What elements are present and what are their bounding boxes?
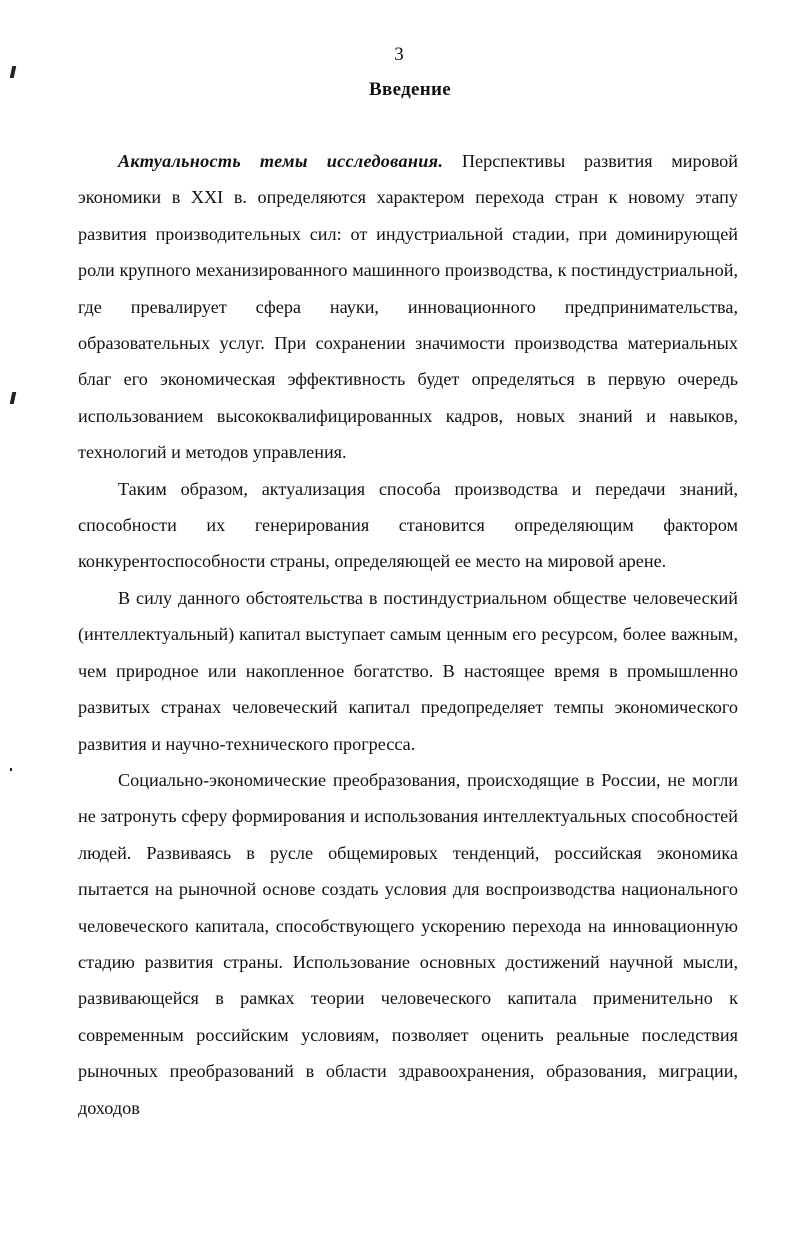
section-heading: Введение: [369, 79, 451, 100]
page-number: 3: [394, 44, 404, 65]
paragraph-lead: Актуальность темы исследования.: [118, 151, 444, 171]
scan-artifact-mark: [10, 392, 17, 404]
paragraph-text: В силу данного обстоятельства в постиндустриальном обществе человеческий (интеллектуальный) капитал выступает самым ценным его ресурсом, более важным, чем природное или накопленное богатство. В настоящее время в промышленно развитых странах человеческий капитал предопределяет темпы экономического развития и научно-технического прогресса.: [78, 587, 738, 754]
paragraph: [78, 143, 738, 471]
scan-artifact-mark: [10, 66, 17, 78]
body-text: [78, 143, 738, 1126]
paragraph: [78, 762, 738, 1126]
paragraph-text: Социально-экономические преобразования, происходящие в России, не могли не затронуть сферу формирования и использования интеллектуальных способностей людей. Развиваясь в русле общемировых тенденций, российская экономика пытается на рыночной основе создать условия для воспроизводства национального человеческого капитала, способствующего ускорению перехода на инновационную стадию развития страны. Использование основных достижений научной мысли, развивающейся в рамках теории человеческого капитала применительно к современным российским условиям, позволяет оценить реальные последствия рыночных преобразований в области здравоохранения, образования, миграции, доходов: [78, 769, 738, 1118]
paragraph: [78, 471, 738, 580]
paragraph-text: Таким образом, актуализация способа производства и передачи знаний, способности их генерирования становится определяющим фактором конкурентоспособности страны, определяющей ее место на мировой арене.: [78, 478, 738, 572]
paragraph: [78, 580, 738, 762]
paragraph-text: Перспективы развития мировой экономики в XXI в. определяются характером перехода стран к новому этапу развития производительных сил: от индустриальной стадии, при доминирующей роли крупного механизированного машинного производства, к постиндустриальной, где превалирует сфера науки, инновационного предпринимательства, образовательных услуг. При сохранении значимости производства материальных благ его экономическая эффективность будет определяться в первую очередь использованием высококвалифицированных кадров, новых знаний и навыков, технологий и методов управления.: [78, 151, 739, 463]
scan-artifact-dot: [10, 768, 12, 771]
